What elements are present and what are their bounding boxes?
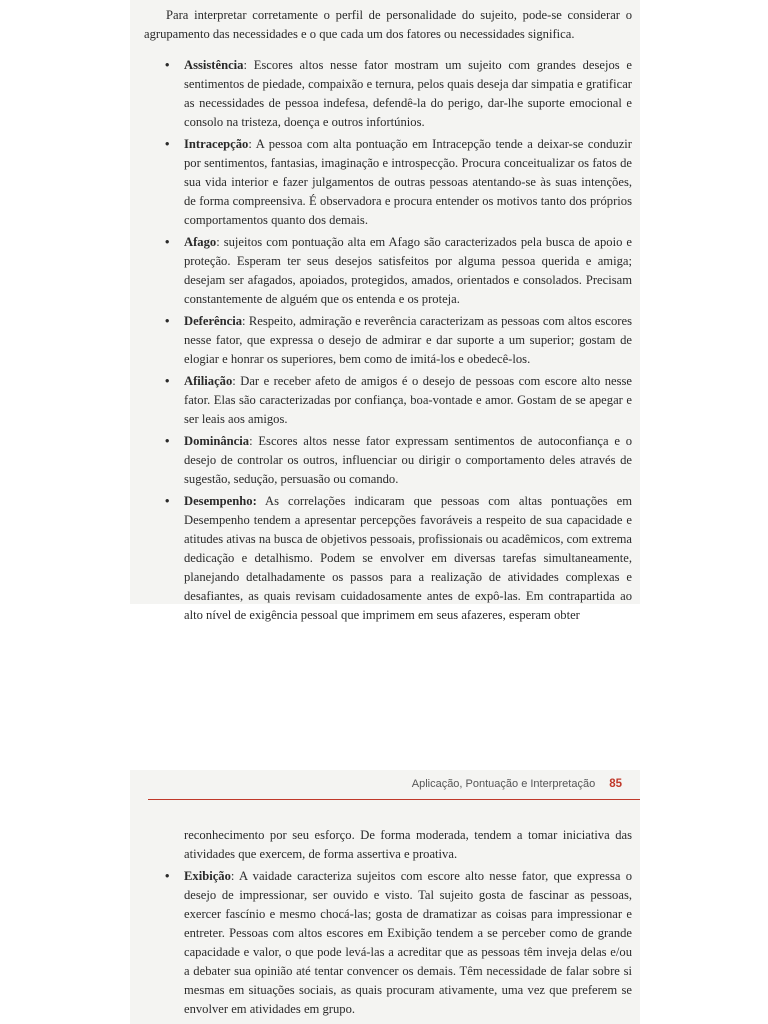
factor-term: Assistência	[184, 58, 244, 72]
header-divider	[148, 799, 640, 800]
continuation-paragraph: reconhecimento por seu esforço. De forma moderada, tendem a tomar iniciativa das atividades que exercem, de forma assertiva e proativa.	[184, 828, 632, 861]
factor-item-desempenho	[165, 492, 633, 625]
factor-term: Exibição	[184, 869, 231, 883]
factor-item-exibicao	[165, 867, 632, 1019]
page-bottom-scan	[130, 770, 640, 1024]
page-number: 85	[609, 778, 622, 790]
factor-description: : Respeito, admiração e reverência caracterizam as pessoas com altos escores nesse fator, que expressa o desejo de admirar e dar suporte a um superior; gostam de elogiar e honrar os superiores, bem como de imitá-los e obedecê-los.	[184, 314, 632, 366]
factor-description: : A pessoa com alta pontuação em Intracepção tende a deixar-se conduzir por sentimentos, fantasias, imaginação e introspecção. Procura conceitualizar os fatos de sua vida interior e fazer julgamentos de outras pessoas atentando-se às suas intenções, de forma compreensiva. É observadora e procura entender os motivos tanto dos próprios comportamentos quanto dos demais.	[184, 137, 632, 227]
bullet-icon: •	[165, 235, 170, 249]
factor-description: As correlações indicaram que pessoas com altas pontuações em Desempenho tendem a apresentar percepções favoráveis a respeito de sua capacidade e atitudes ativas na busca de objetivos pessoais, profissionais ou acadêmicos, com extrema dedicação e detalhismo. Podem se envolver em diversas tarefas simultaneamente, planejando detalhadamente os passos para a realização de atividades complexas e desafiantes, as quais revisam cuidadosamente antes de expô-las. Em contrapartida ao alto nível de exigência pessoal que imprimem em seus afazeres, esperam obter	[184, 494, 633, 622]
page-bottom-body	[144, 826, 632, 1022]
bullet-icon: •	[165, 494, 170, 508]
factor-item-intracepcao	[165, 135, 632, 230]
running-head	[412, 778, 622, 790]
factor-term: Dominância	[184, 434, 250, 448]
bullet-icon: •	[165, 869, 170, 883]
factor-item-deferencia	[165, 312, 632, 369]
factor-item-assistencia	[165, 56, 632, 132]
bullet-icon: •	[165, 434, 170, 448]
factor-description: : Escores altos nesse fator expressam sentimentos de autoconfiança e o desejo de controlar os outros, influenciar ou dirigir o comportamento deles através de sugestão, sedução, persuasão ou comando.	[184, 434, 632, 486]
bullet-icon: •	[165, 314, 170, 328]
factor-list-continued	[144, 867, 632, 1019]
page-top-body	[144, 6, 632, 628]
bullet-icon: •	[165, 58, 170, 72]
factor-description: : Escores altos nesse fator mostram um sujeito com grandes desejos e sentimentos de piedade, compaixão e ternura, pelos quais deseja dar simpatia e gratificar as necessidades de pessoa indefesa, defendê-la do perigo, dar-lhe suporte emocional e consolo na tristeza, doença e outros infortúnios.	[184, 58, 632, 129]
bullet-icon: •	[165, 374, 170, 388]
factor-term: Afiliação	[184, 374, 233, 388]
factor-term: Deferência	[184, 314, 243, 328]
factor-description: : sujeitos com pontuação alta em Afago são caracterizados pela busca de apoio e proteção. Esperam ter seus desejos satisfeitos por alguma pessoa querida e amiga; desejam ser afagados, apoiados, protegidos, amados, orientados e consolados. Precisam constantemente de alguém que os entenda e os proteja.	[184, 235, 632, 306]
factor-list	[144, 56, 632, 625]
running-head-title: Aplicação, Pontuação e Interpretação	[411, 778, 596, 790]
factor-description: : A vaidade caracteriza sujeitos com escore alto nesse fator, que expressa o desejo de impressionar, ser ouvido e visto. Tal sujeito gosta de fascinar as pessoas, exercer fascínio e mesmo chocá-las; gosta de dramatizar as coisas para impressionar e entreter. Pessoas com altos escores em Exibição tendem a se perceber como de grande capacidade e valor, o que pode levá-las a acreditar que as pessoas têm inveja delas e/ou a debater sua opinião até tentar convencer os demais. Têm necessidade de falar sobre si mesmas em situações sociais, as quais procuram ativamente, uma vez que preferem se envolver em atividades em grupo.	[184, 869, 632, 1016]
factor-item-afago	[165, 233, 632, 309]
factor-description: : Dar e receber afeto de amigos é o desejo de pessoas com escore alto nesse fator. Elas são caracterizadas por confiança, boa-vontade e amor. Gostam de se apegar e ser leais aos amigos.	[184, 374, 632, 426]
intro-paragraph: Para interpretar corretamente o perfil de personalidade do sujeito, pode-se considerar o agrupamento das necessidades e o que cada um dos fatores ou necessidades significa.	[144, 8, 632, 41]
factor-term: Desempenho:	[184, 494, 257, 508]
bullet-icon: •	[165, 137, 170, 151]
page-top-scan	[130, 0, 640, 622]
factor-item-dominancia	[165, 432, 632, 489]
factor-term: Afago	[184, 235, 217, 249]
factor-term: Intracepção	[184, 137, 249, 151]
factor-item-afiliacao	[165, 372, 632, 429]
